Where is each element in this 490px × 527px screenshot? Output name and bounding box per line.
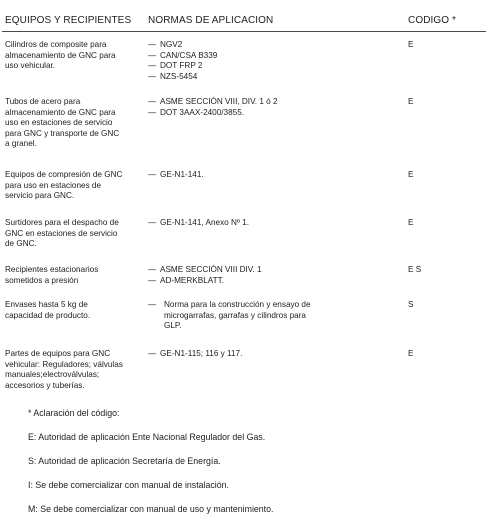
norm-item xyxy=(148,218,403,229)
note-item: E: Autoridad de aplicación Ente Nacional Regulador del Gas. xyxy=(28,432,266,442)
norm-text: DOT FRP 2 xyxy=(160,61,203,70)
dash-bullet: — xyxy=(148,349,157,358)
equipment-line: Partes de equipos para GNC xyxy=(5,349,111,358)
code-cell: E S xyxy=(408,265,422,274)
code-cell: E xyxy=(408,218,414,227)
note-item: I: Se debe comercializar con manual de instalación. xyxy=(28,480,229,490)
header-equipment: EQUIPOS Y RECIPIENTES xyxy=(5,15,132,26)
norms-cell xyxy=(148,300,403,332)
equipment-line: manuales;electroválvulas; xyxy=(5,370,100,379)
notes-title: * Aclaración del código: xyxy=(28,408,120,418)
dash-bullet: — xyxy=(148,71,157,81)
note-item: S: Autoridad de aplicación Secretaría de Energía. xyxy=(28,456,221,466)
dash-bullet: — xyxy=(148,218,157,227)
code-cell: E xyxy=(408,349,414,358)
norm-text: CAN/CSA B339 xyxy=(160,50,218,60)
equipment-cell xyxy=(5,265,140,286)
dash-bullet: — xyxy=(148,265,157,274)
dash-bullet: — xyxy=(148,300,157,309)
equipment-cell xyxy=(5,300,140,321)
equipment-line: capacidad de producto. xyxy=(5,310,91,320)
norm-item xyxy=(148,108,403,119)
norm-text: Norma para la construcción y ensayo de xyxy=(164,300,311,309)
header-norms: NORMAS DE APLICACION xyxy=(148,15,274,26)
dash-bullet: — xyxy=(148,50,157,60)
norm-text: ASME SECCIÓN VIII, DIV. 1 ó 2 xyxy=(160,97,278,106)
equipment-line: Equipos de compresión de GNC xyxy=(5,170,123,179)
norm-text: DOT 3AAX-2400/3855. xyxy=(160,107,245,117)
dash-bullet: — xyxy=(148,275,157,285)
code-cell: E xyxy=(408,40,414,49)
code-cell: E xyxy=(408,97,414,106)
norm-item xyxy=(148,97,403,108)
code-cell: S xyxy=(408,300,414,309)
norm-item xyxy=(148,40,403,51)
dash-bullet: — xyxy=(148,170,157,179)
norms-cell xyxy=(148,265,403,286)
dash-bullet: — xyxy=(148,40,157,49)
code-cell: E xyxy=(408,170,414,179)
norm-text: GLP. xyxy=(164,321,182,330)
norm-text: AD-MERKBLATT. xyxy=(160,275,224,285)
equipment-cell xyxy=(5,218,140,250)
norm-item xyxy=(148,265,403,276)
dash-bullet: — xyxy=(148,107,157,117)
equipment-line: Recipientes estacionarios xyxy=(5,265,99,274)
equipment-line: accesorios y tuberías. xyxy=(5,380,85,390)
norm-text: microgarrafas, garrafas y cilindros para xyxy=(164,310,306,320)
norm-item xyxy=(148,300,403,332)
norm-item xyxy=(148,72,403,83)
equipment-line: uso en estaciones de servicio xyxy=(5,118,113,127)
norm-text: GE-N1-141. xyxy=(160,170,204,179)
equipment-line: vehicular: Reguladores; válvulas xyxy=(5,359,123,369)
dash-bullet: — xyxy=(148,97,157,106)
norm-text: NZS-5454 xyxy=(160,71,198,81)
note-item: M: Se debe comercializar con manual de uso y mantenimiento. xyxy=(28,504,274,514)
norm-text: NGV2 xyxy=(160,40,183,49)
norm-item xyxy=(148,170,403,181)
norm-item xyxy=(148,61,403,72)
equipment-cell xyxy=(5,40,140,72)
equipment-line: Tubos de acero para xyxy=(5,97,81,106)
norms-cell xyxy=(148,40,403,82)
equipment-line: sometidos a presión xyxy=(5,275,79,285)
equipment-line: GNC en estaciones de servicio xyxy=(5,228,118,238)
norm-text: ASME SECCIÓN VIII DIV. 1 xyxy=(160,265,262,274)
norm-item xyxy=(148,51,403,62)
equipment-line: para GNC y transporte de GNC xyxy=(5,128,120,138)
equipment-line: almacenamiento de GNC para xyxy=(5,107,116,117)
equipment-line: Surtidores para el despacho de xyxy=(5,218,119,227)
equipment-cell xyxy=(5,349,140,391)
equipment-line: para uso en estaciones de xyxy=(5,180,102,190)
equipment-line: Envases hasta 5 kg de xyxy=(5,300,88,309)
norm-item xyxy=(148,276,403,287)
norms-cell xyxy=(148,349,403,360)
norm-text: GE-N1-141, Anexo Nº 1. xyxy=(160,218,250,227)
equipment-line: Cilindros de composite para xyxy=(5,40,107,49)
equipment-cell xyxy=(5,97,140,150)
equipment-line: uso vehicular. xyxy=(5,61,56,70)
equipment-cell xyxy=(5,170,140,202)
norms-cell xyxy=(148,170,403,181)
dash-bullet: — xyxy=(148,61,157,70)
equipment-line: de GNC. xyxy=(5,239,37,248)
norm-item xyxy=(148,349,403,360)
equipment-line: almacenamiento de GNC para xyxy=(5,50,116,60)
header-code: CODIGO * xyxy=(408,15,457,26)
header-rule xyxy=(2,31,486,32)
table-header xyxy=(5,10,485,32)
norms-cell xyxy=(148,218,403,229)
equipment-line: servicio para GNC. xyxy=(5,191,75,200)
norm-text: GE-N1-115; 116 y 117. xyxy=(160,349,243,358)
norms-cell xyxy=(148,97,403,118)
equipment-line: a granel. xyxy=(5,139,37,148)
